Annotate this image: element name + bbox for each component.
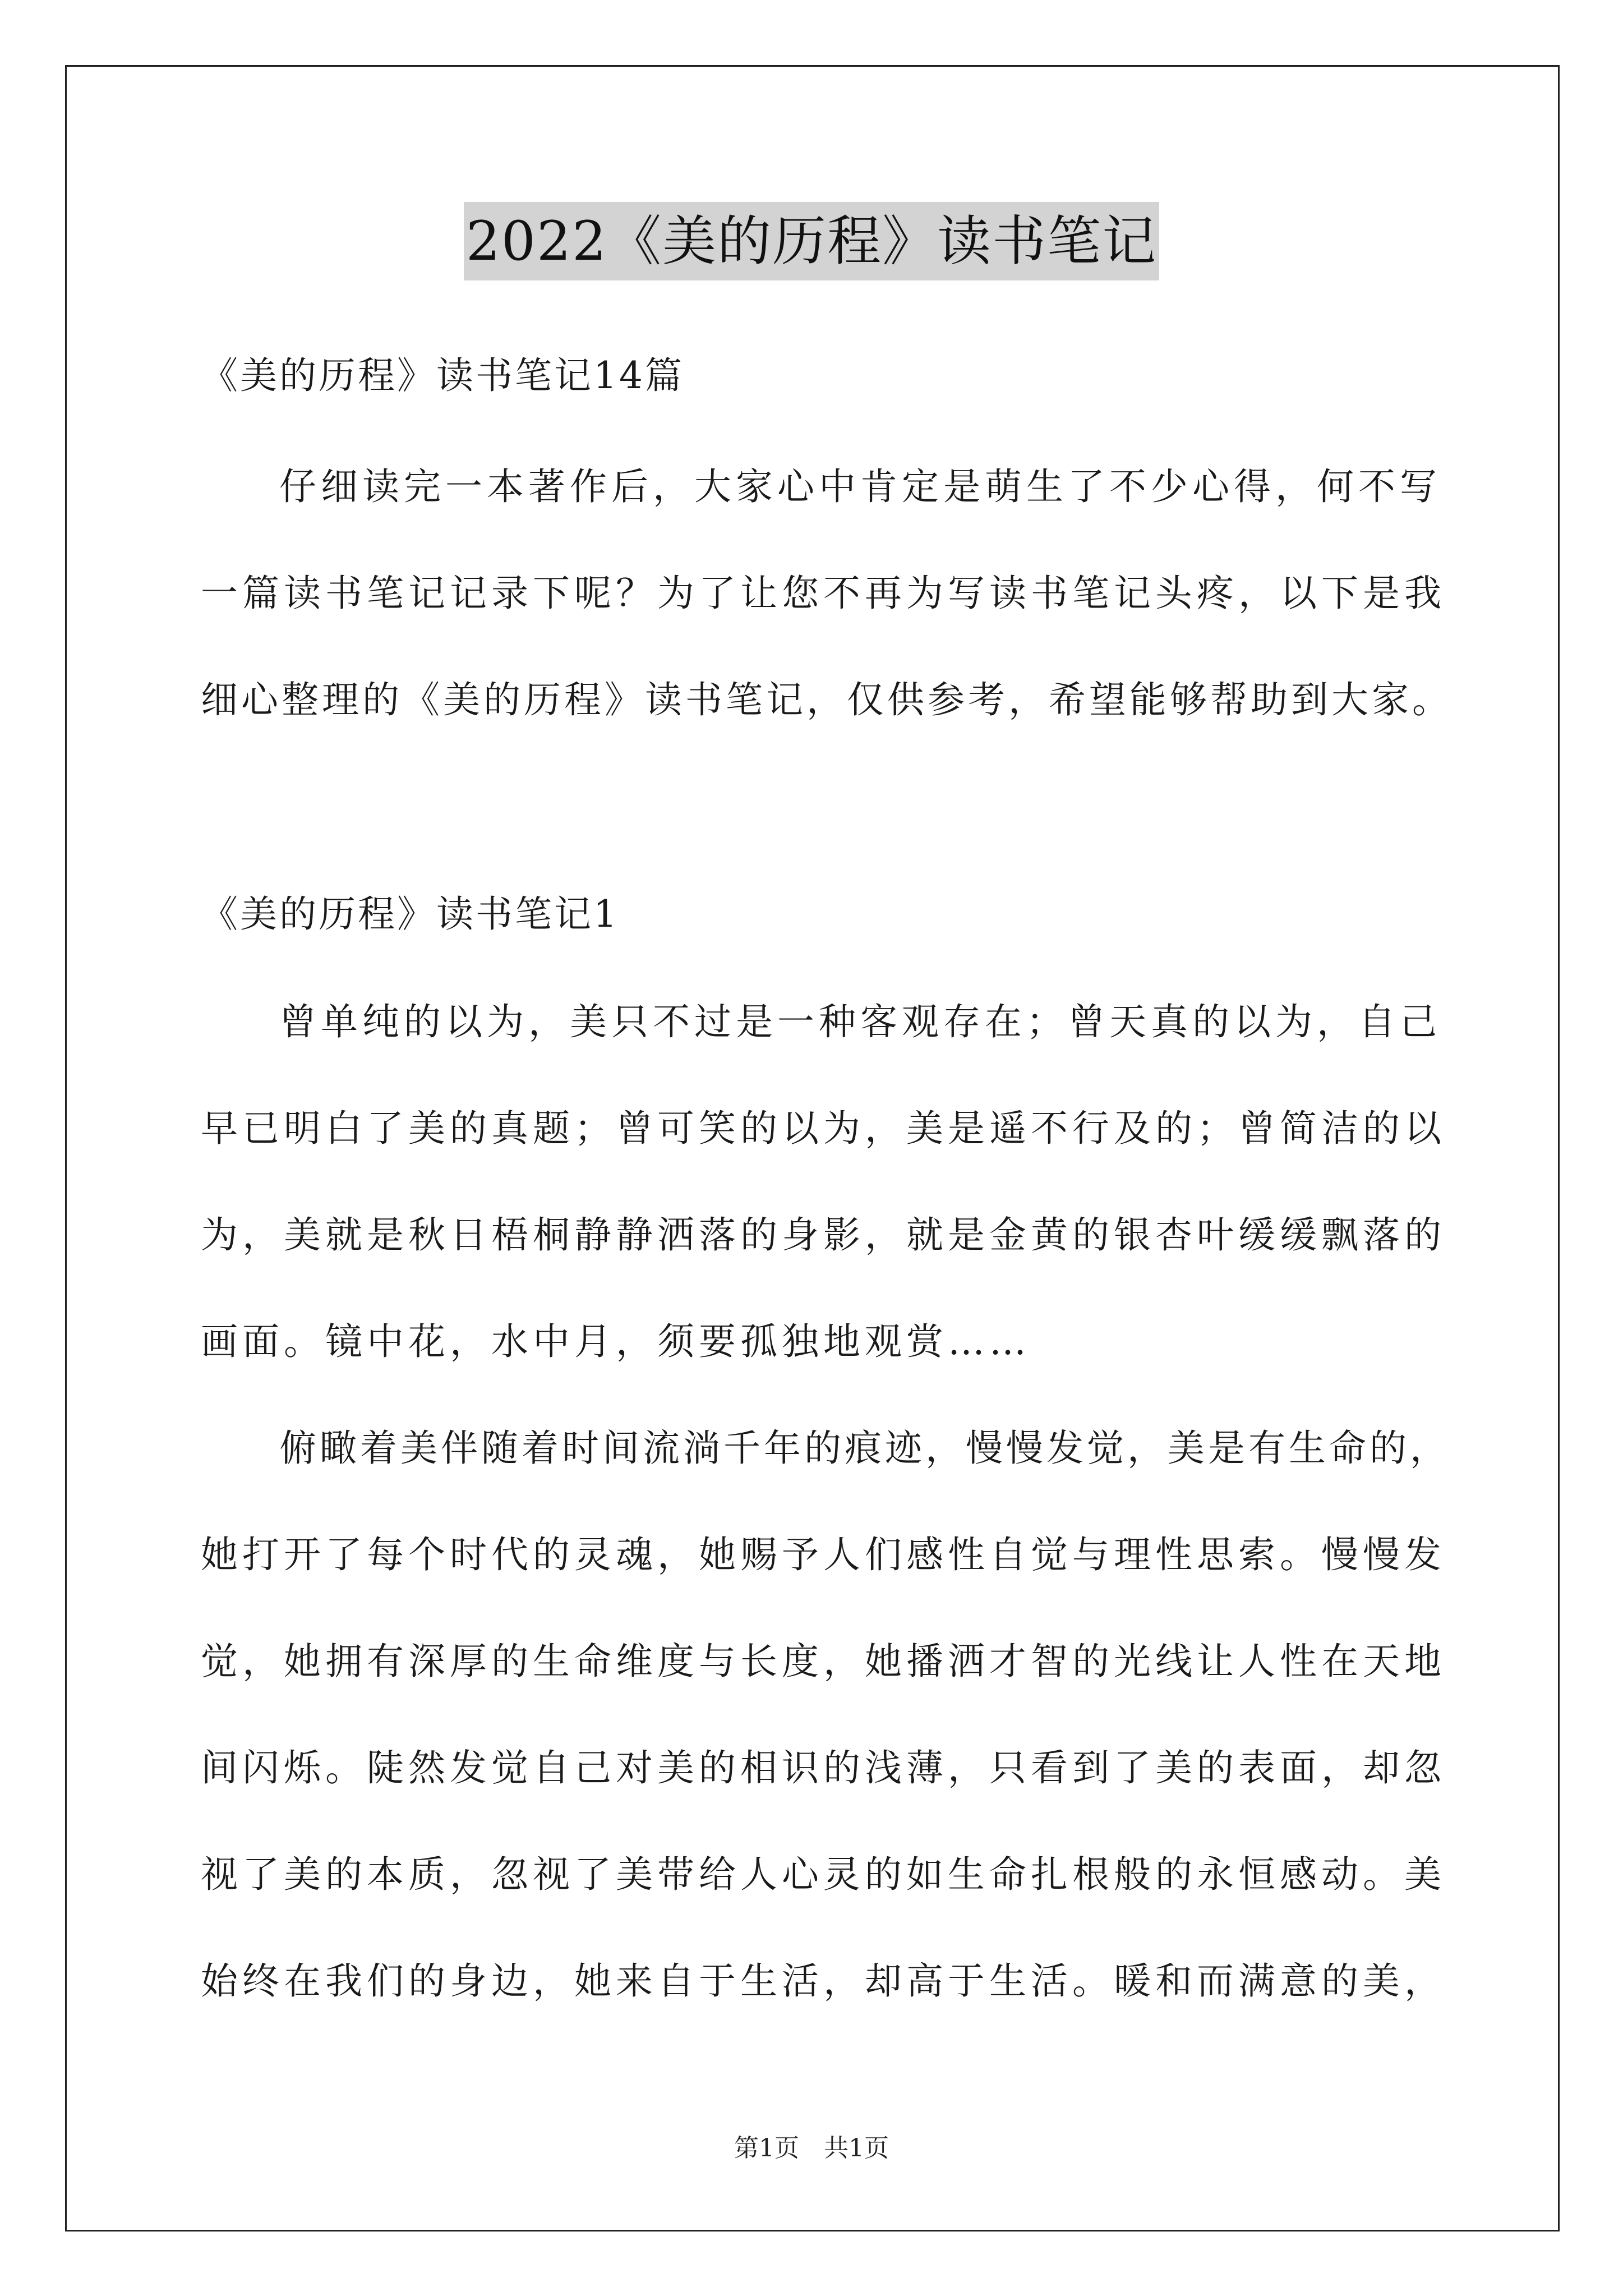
intro-line-3: 细心整理的《美的历程》读书笔记，仅供参考，希望能够帮助到大家。 <box>201 678 1453 721</box>
paragraph1-line-4: 画面。镜中花，水中月，须要孤独地观赏…… <box>201 1320 1031 1363</box>
paragraph1-line-2: 早已明白了美的真题；曾可笑的以为，美是遥不行及的；曾简洁的以 <box>201 1107 1446 1150</box>
paragraph1-line-1: 曾单纯的以为，美只不过是一种客观存在；曾天真的以为，自己 <box>279 1000 1441 1043</box>
title-container <box>0 202 1623 280</box>
paragraph2-line-6: 始终在我们的身边，她来自于生活，却高于生活。暖和而满意的美， <box>201 1959 1446 2003</box>
page-footer: 第1页 共1页 <box>734 2134 889 2162</box>
paragraph1-line-3: 为，美就是秋日梧桐静静洒落的身影，就是金黄的银杏叶缓缓飘落的 <box>201 1213 1446 1257</box>
section-heading: 《美的历程》读书笔记1 <box>201 892 619 936</box>
document-title: 2022《美的历程》读书笔记 <box>464 202 1159 280</box>
paragraph2-line-4: 间闪烁。陡然发觉自己对美的相识的浅薄，只看到了美的表面，却忽 <box>201 1746 1446 1789</box>
paragraph2-line-2: 她打开了每个时代的灵魂，她赐予人们感性自觉与理性思索。慢慢发 <box>201 1533 1446 1576</box>
paragraph2-line-5: 视了美的本质，忽视了美带给人心灵的如生命扎根般的永恒感动。美 <box>201 1853 1446 1896</box>
intro-line-1: 仔细读完一本著作后，大家心中肯定是萌生了不少心得，何不写 <box>279 465 1441 508</box>
paragraph2-line-3: 觉，她拥有深厚的生命维度与长度，她播洒才智的光线让人性在天地 <box>201 1640 1446 1683</box>
document-subtitle: 《美的历程》读书笔记14篇 <box>201 354 684 397</box>
paragraph2-line-1: 俯瞰着美伴随着时间流淌千年的痕迹，慢慢发觉，美是有生命的， <box>279 1427 1450 1470</box>
intro-line-2: 一篇读书笔记记录下呢？为了让您不再为写读书笔记头疼，以下是我 <box>201 572 1446 615</box>
